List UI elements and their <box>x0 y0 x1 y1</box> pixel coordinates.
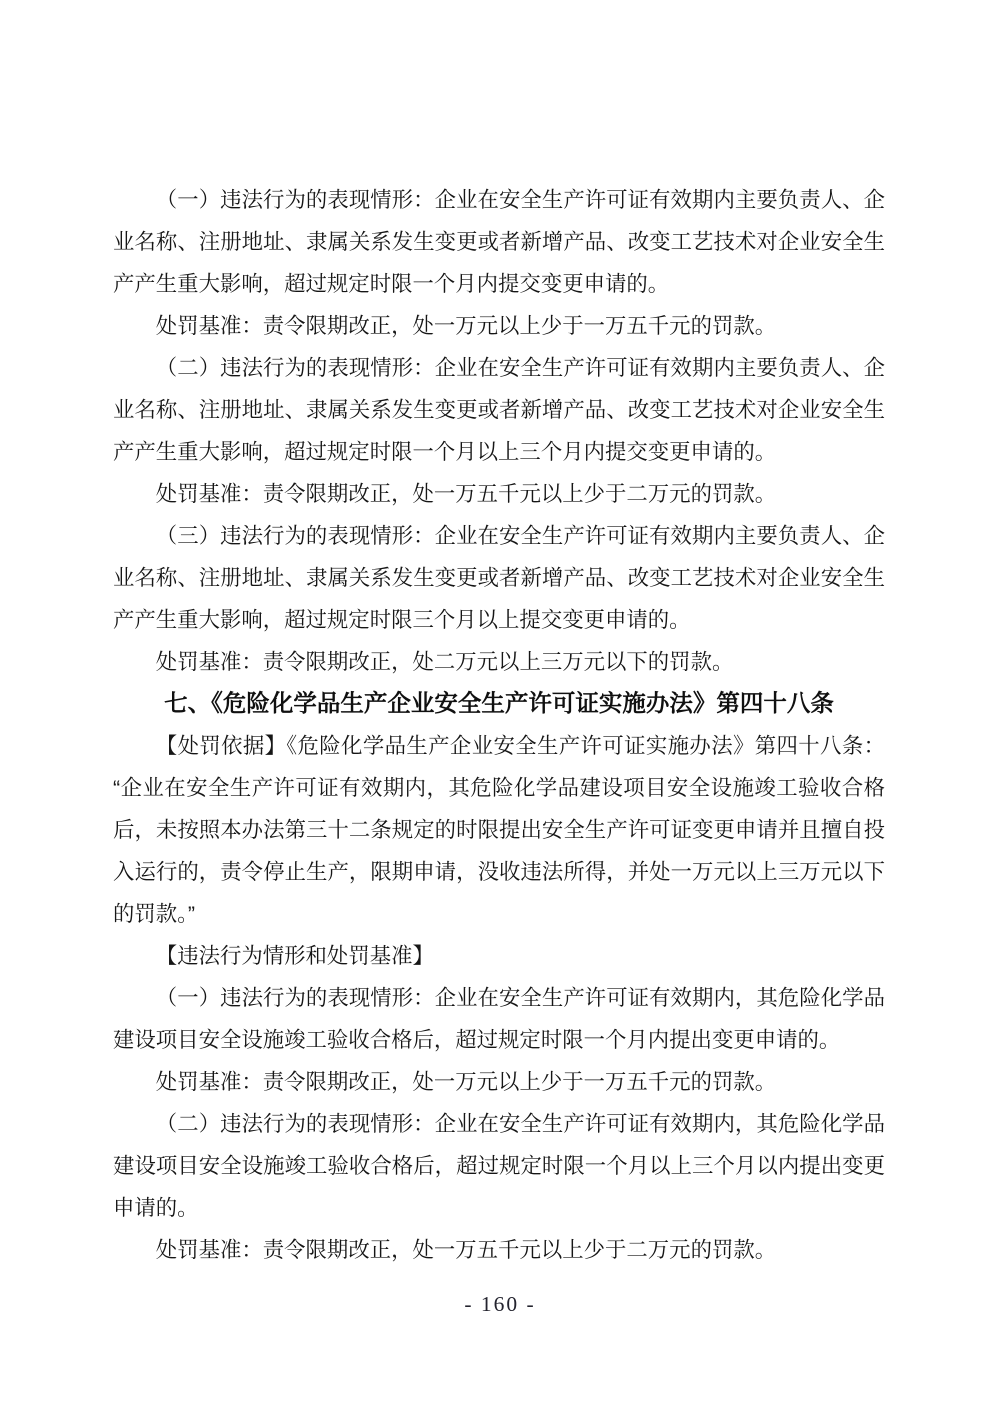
paragraph-subheading-violation-and-penalty: 【违法行为情形和处罚基准】 <box>155 944 434 968</box>
paragraph-penalty-standard-5: 处罚基准：责令限期改正，处一万五千元以上少于二万元的罚款。 <box>155 1238 777 1262</box>
paragraph-penalty-basis: 【处罚依据】《危险化学品生产企业安全生产许可证实施办法》第四十八条：“企业在安全生产许可证有效期内，其危险化学品建设项目安全设施竣工验收合格后，未按照本办法第三十二条规定的时限提出安全生产许可证变更申请并且擅自投入运行的，责令停止生产，限期申请，没收违法所得，并处一万元以上三万元以下的罚款。” <box>113 734 885 926</box>
paragraph-penalty-standard-4: 处罚基准：责令限期改正，处一万元以上少于一万五千元的罚款。 <box>155 1070 777 1094</box>
paragraph-penalty-standard-1: 处罚基准：责令限期改正，处一万元以上少于一万五千元的罚款。 <box>155 314 777 338</box>
document-body <box>113 179 885 1271</box>
paragraph-violation-case-1: （一）违法行为的表现情形：企业在安全生产许可证有效期内主要负责人、企业名称、注册地址、隶属关系发生变更或者新增产品、改变工艺技术对企业安全生产产生重大影响，超过规定时限一个月内提交变更申请的。 <box>113 188 885 296</box>
paragraph-violation-case-4: （一）违法行为的表现情形：企业在安全生产许可证有效期内，其危险化学品建设项目安全设施竣工验收合格后，超过规定时限一个月内提出变更申请的。 <box>113 986 885 1052</box>
paragraph-penalty-standard-3: 处罚基准：责令限期改正，处二万元以上三万元以下的罚款。 <box>155 650 734 674</box>
paragraph-penalty-standard-2: 处罚基准：责令限期改正，处一万五千元以上少于二万元的罚款。 <box>155 482 777 506</box>
paragraph-violation-case-2: （二）违法行为的表现情形：企业在安全生产许可证有效期内主要负责人、企业名称、注册地址、隶属关系发生变更或者新增产品、改变工艺技术对企业安全生产产生重大影响，超过规定时限一个月以上三个月内提交变更申请的。 <box>113 356 885 464</box>
page-number: - 160 - <box>464 1292 536 1316</box>
section-heading-article-48: 七、《危险化学品生产企业安全生产许可证实施办法》第四十八条 <box>164 691 834 717</box>
paragraph-violation-case-3: （三）违法行为的表现情形：企业在安全生产许可证有效期内主要负责人、企业名称、注册地址、隶属关系发生变更或者新增产品、改变工艺技术对企业安全生产产生重大影响，超过规定时限三个月以上提交变更申请的。 <box>113 524 885 632</box>
paragraph-violation-case-5: （二）违法行为的表现情形：企业在安全生产许可证有效期内，其危险化学品建设项目安全设施竣工验收合格后，超过规定时限一个月以上三个月以内提出变更申请的。 <box>113 1112 885 1220</box>
